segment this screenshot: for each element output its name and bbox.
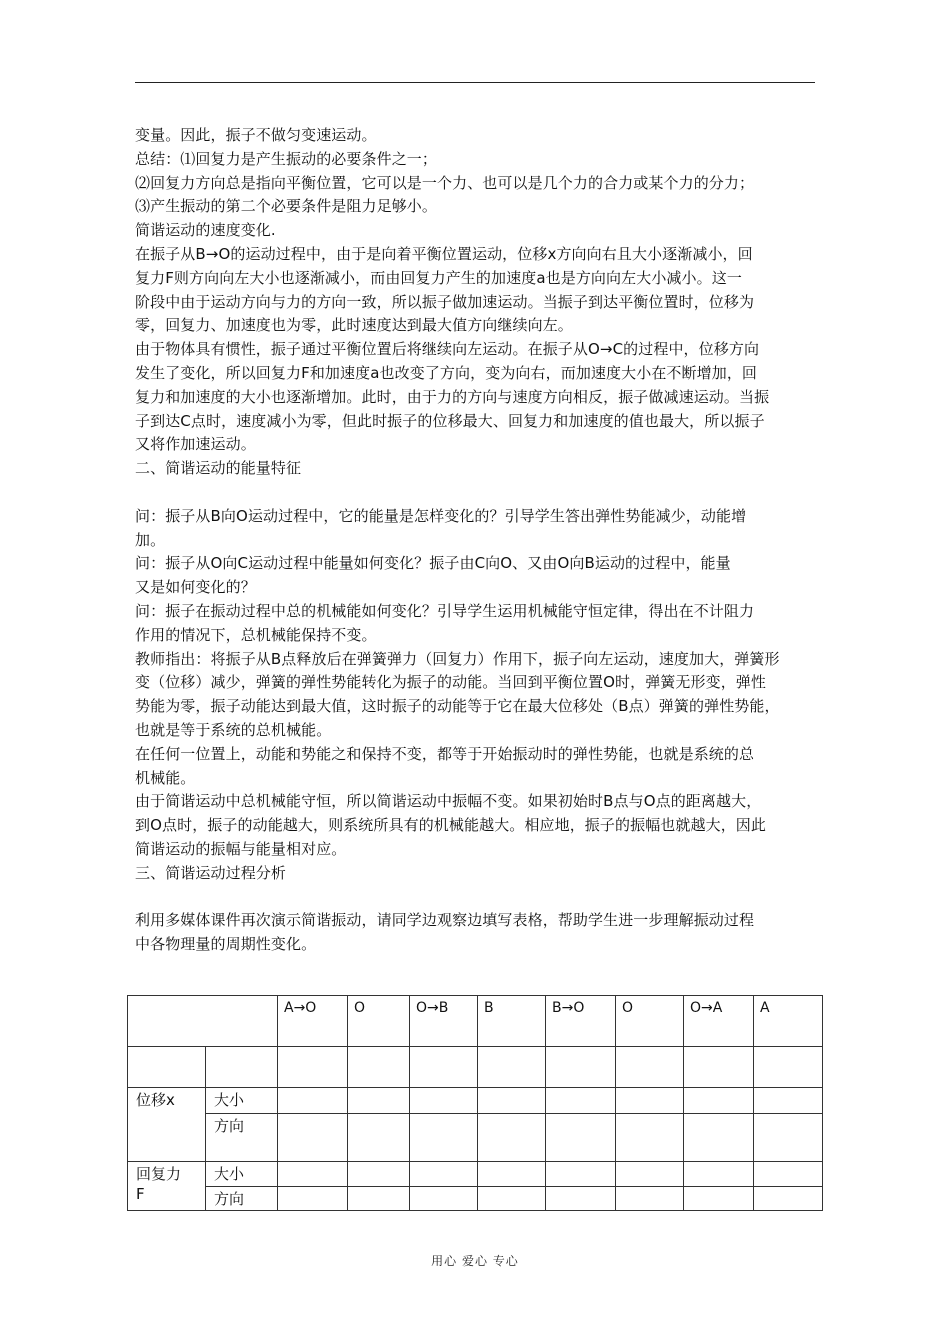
section-heading: 简谐运动的速度变化. (135, 221, 276, 240)
table-header-cell: B (478, 996, 546, 1047)
table-cell[interactable] (410, 1187, 478, 1211)
text-line: 势能为零，振子动能达到最大值，这时振子的动能等于它在最大位移处（B点）弹簧的弹性势能， (135, 697, 780, 716)
text-line: 阶段中由于运动方向与力的方向一致，所以振子做加速运动。当振子到达平衡位置时，位移为 (135, 292, 755, 311)
table-header-cell: B→O (546, 996, 616, 1047)
table-cell[interactable] (278, 1088, 348, 1114)
section-heading: 三、简谐运动过程分析 (135, 863, 287, 882)
table-cell[interactable] (348, 1047, 410, 1088)
table-cell[interactable] (754, 1047, 823, 1088)
table-cell[interactable] (478, 1047, 546, 1088)
text-line: 变（位移）减少，弹簧的弹性势能转化为振子的动能。当回到平衡位置O时，弹簧无形变，弹性 (135, 673, 767, 692)
text-line: 利用多媒体课件再次演示简谐振动，请同学边观察边填写表格，帮助学生进一步理解振动过程 (135, 911, 755, 930)
table-cell[interactable] (278, 1187, 348, 1211)
text-line: 问：振子从B向O运动过程中，它的能量是怎样变化的？引导学生答出弹性势能减少，动能增 (135, 506, 747, 525)
table-row (128, 1114, 823, 1162)
table-cell[interactable] (546, 1187, 616, 1211)
table-cell[interactable] (478, 1114, 546, 1162)
text-line: 在振子从B→O的运动过程中，由于是向着平衡位置运动，位移x方向向右且大小逐渐减小，回 (135, 244, 753, 263)
text-line: ⑶产生振动的第二个必要条件是阻力足够小。 (135, 197, 438, 216)
table-header-cell: A→O (278, 996, 348, 1047)
blank-line (135, 481, 825, 505)
direction-label: 方向 (206, 1114, 278, 1162)
table-cell (128, 1047, 206, 1088)
table-header-cell: O (348, 996, 410, 1047)
text-line: ⑵回复力方向总是指向平衡位置，它可以是一个力、也可以是几个力的合力或某个力的分力； (135, 173, 755, 192)
table-row (128, 1088, 823, 1114)
table-cell[interactable] (754, 1187, 823, 1211)
text-line: 教师指出：将振子从B点释放后在弹簧弹力（回复力）作用下，振子向左运动，速度加大，弹簧形 (135, 649, 780, 668)
table-cell[interactable] (478, 1088, 546, 1114)
text-line: 复力和加速度的大小也逐渐增加。此时，由于力的方向与速度方向相反，振子做减速运动。当振 (135, 387, 770, 406)
table-cell[interactable] (278, 1162, 348, 1187)
analysis-table (127, 995, 823, 1211)
table-cell[interactable] (684, 1162, 754, 1187)
table-cell[interactable] (684, 1088, 754, 1114)
text-line: 子到达C点时，速度减小为零，但此时振子的位移最大、回复力和加速度的值也最大，所以振子 (135, 411, 765, 430)
table-cell[interactable] (754, 1114, 823, 1162)
direction-label: 方向 (206, 1187, 278, 1211)
table-header-cell: O→B (410, 996, 478, 1047)
table-cell[interactable] (348, 1187, 410, 1211)
restoring-force-label-line1: 回复力 (136, 1165, 182, 1183)
table-cell[interactable] (278, 1114, 348, 1162)
text-line: 机械能。 (135, 768, 196, 787)
table-cell[interactable] (616, 1088, 684, 1114)
section-heading: 二、简谐运动的能量特征 (135, 459, 302, 478)
displacement-label: 位移x (128, 1088, 206, 1162)
table-cell[interactable] (754, 1088, 823, 1114)
text-line: 又将作加速运动。 (135, 435, 256, 454)
table-row (128, 1047, 823, 1088)
blank-line (135, 886, 825, 910)
table-cell[interactable] (616, 1162, 684, 1187)
restoring-force-label (128, 1162, 206, 1211)
table-cell[interactable] (616, 1114, 684, 1162)
text-line: 也就是等于系统的总机械能。 (135, 720, 332, 739)
text-line: 变量。因此，振子不做匀变速运动。 (135, 126, 377, 144)
table-cell[interactable] (684, 1114, 754, 1162)
text-line: 发生了变化，所以回复力F和加速度a也改变了方向，变为向右，而加速度大小在不断增加，回 (135, 363, 758, 382)
text-line: 加。 (135, 530, 166, 549)
table-cell[interactable] (348, 1162, 410, 1187)
table-cell[interactable] (410, 1088, 478, 1114)
table-cell[interactable] (478, 1187, 546, 1211)
table-cell[interactable] (410, 1162, 478, 1187)
table-header-cell: O (616, 996, 684, 1047)
table-header-cell: O→A (684, 996, 754, 1047)
table-cell (206, 1047, 278, 1088)
text-line: 又是如何变化的？ (135, 578, 256, 597)
text-line: 由于物体具有惯性，振子通过平衡位置后将继续向左运动。在振子从O→C的过程中，位移方向 (135, 340, 760, 359)
table-row (128, 1162, 823, 1187)
size-label: 大小 (206, 1088, 278, 1114)
table-header-row (128, 996, 823, 1047)
text-line: 零，回复力、加速度也为零，此时速度达到最大值方向继续向左。 (135, 316, 573, 335)
header-rule (135, 82, 815, 83)
restoring-force-label-line2: F (136, 1185, 145, 1203)
text-line: 到O点时，振子的动能越大，则系统所具有的机械能越大。相应地，振子的振幅也就越大，因此 (135, 816, 767, 835)
table-cell[interactable] (684, 1047, 754, 1088)
text-line: 总结：⑴回复力是产生振动的必要条件之一； (135, 149, 438, 168)
size-label: 大小 (206, 1162, 278, 1187)
table-cell[interactable] (684, 1187, 754, 1211)
text-line: 问：振子在振动过程中总的机械能如何变化？引导学生运用机械能守恒定律，得出在不计阻力 (135, 601, 755, 620)
page-footer: 用心 爱心 专心 (431, 1254, 519, 1268)
table-cell[interactable] (546, 1162, 616, 1187)
table-cell[interactable] (410, 1114, 478, 1162)
text-line: 简谐运动的振幅与能量相对应。 (135, 839, 347, 858)
table-cell[interactable] (546, 1088, 616, 1114)
text-line: 问：振子从O向C运动过程中能量如何变化？振子由C向O、又由O向B运动的过程中，能量 (135, 554, 731, 573)
table-cell[interactable] (348, 1088, 410, 1114)
table-row (128, 1187, 823, 1211)
table-cell[interactable] (754, 1162, 823, 1187)
table-cell[interactable] (410, 1047, 478, 1088)
text-line: 由于简谐运动中总机械能守恒，所以简谐运动中振幅不变。如果初始时B点与O点的距离越大， (135, 792, 762, 811)
table-header-cell: A (754, 996, 823, 1047)
text-line: 在任何一位置上，动能和势能之和保持不变，都等于开始振动时的弹性势能，也就是系统的总 (135, 744, 755, 763)
text-line: 中各物理量的周期性变化。 (135, 935, 317, 954)
table-cell[interactable] (546, 1047, 616, 1088)
table-cell[interactable] (478, 1162, 546, 1187)
text-line: 复力F则方向向左大小也逐渐减小，而由回复力产生的加速度a也是方向向左大小减小。这一 (135, 268, 742, 287)
document-body (135, 124, 825, 957)
text-line: 作用的情况下，总机械能保持不变。 (135, 625, 377, 644)
table-cell[interactable] (546, 1114, 616, 1162)
table-cell[interactable] (616, 1187, 684, 1211)
table-cell[interactable] (348, 1114, 410, 1162)
table-corner-cell (128, 996, 278, 1047)
table-cell[interactable] (278, 1047, 348, 1088)
table-cell[interactable] (616, 1047, 684, 1088)
